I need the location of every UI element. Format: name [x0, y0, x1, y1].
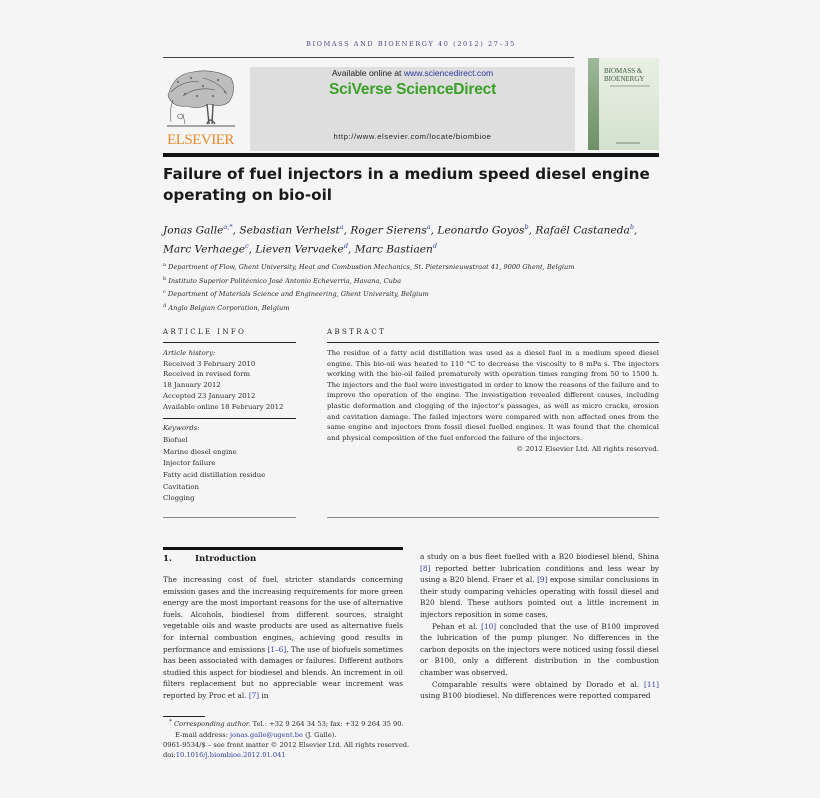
affiliation-text: Anglo Belgian Corporation, Belgium — [168, 304, 290, 313]
body-text-span: using B100 biodiesel. No differences were reported compared — [420, 691, 651, 701]
keywords — [163, 423, 296, 505]
affiliation-text: Instituto Superior Politécnico José Antonio Echeverria, Havana, Cuba — [168, 276, 402, 285]
abstract-bottom-rule — [327, 517, 659, 518]
affiliation — [163, 301, 663, 315]
email-note — [163, 730, 463, 740]
body-text-span: in — [259, 690, 269, 700]
body-paragraph — [420, 621, 659, 679]
affiliation-text: Department of Materials Science and Engineering, Ghent University, Belgium — [167, 290, 429, 299]
keyword: Fatty acid distillation residue — [163, 471, 266, 480]
author[interactable]: Jonas Galle — [163, 224, 224, 237]
author-affil-marker[interactable]: a — [426, 223, 431, 231]
keyword: Biofuel — [163, 435, 188, 444]
body-paragraph — [420, 679, 659, 702]
citation-link[interactable]: [9] — [537, 575, 548, 585]
affiliation-key: c — [163, 289, 166, 296]
author[interactable]: Roger Sierens — [350, 224, 427, 237]
running-head: BIOMASS AND BIOENERGY 40 (2012) 27–35 — [306, 40, 516, 48]
journal-cover[interactable] — [588, 58, 659, 150]
author-affil-marker[interactable]: d — [343, 242, 348, 251]
introduction-left-column — [163, 547, 403, 702]
affiliation-key: d — [163, 303, 167, 310]
footnote-marker: * — [169, 719, 172, 725]
history-item: Available online 18 February 2012 — [163, 402, 284, 411]
keyword: Marine diesel engine — [163, 447, 237, 456]
author-affil-marker[interactable]: a,* — [223, 223, 233, 231]
article-info — [163, 328, 296, 505]
body-text-span: expose similar conclusions in their study comparing vehicles operating with fossil diesel and B20 blend. These authors pointed out a little increment in injectors reposition in some cases. — [420, 575, 659, 619]
author[interactable]: Rafaël Castaneda — [535, 224, 630, 237]
abstract-rule — [327, 342, 659, 343]
sciverse-sciencedirect-logo[interactable]: SciVerse ScienceDirect — [328, 81, 497, 98]
article-info-bottom-rule — [163, 517, 296, 518]
header-rule — [163, 57, 574, 58]
affiliations — [163, 260, 663, 315]
article-info-rule — [163, 342, 296, 343]
author[interactable]: Marc Verhaege — [163, 243, 245, 256]
keyword: Injector failure — [163, 459, 216, 468]
keyword: Cavitation — [163, 482, 199, 491]
affiliation — [163, 274, 663, 288]
author[interactable]: Sebastian Verhelst — [239, 224, 340, 237]
email-suffix: (J. Galle). — [303, 730, 337, 739]
abstract — [327, 328, 659, 455]
cover-title-line1: BIOMASS & — [604, 67, 643, 75]
body-paragraph — [420, 551, 659, 621]
keywords-rule — [163, 418, 296, 419]
author[interactable]: Marc Bastiaen — [354, 243, 433, 256]
author[interactable]: Leonardo Goyos — [437, 224, 525, 237]
introduction-rule — [163, 547, 403, 550]
sciencedirect-banner — [250, 67, 575, 151]
cover-footer — [616, 142, 640, 144]
article-title: Failure of fuel injectors in a medium speed diesel engine operating on bio-oil — [163, 165, 650, 204]
author-affil-marker[interactable]: b — [524, 223, 529, 231]
available-online-label: Available online at — [331, 68, 404, 78]
doi-link[interactable]: 10.1016/j.biombioe.2012.01.041 — [175, 751, 286, 760]
cover-title-line2: BIOENERGY — [604, 75, 645, 83]
corresponding-author-note — [163, 717, 463, 730]
citation-link[interactable]: [11] — [644, 679, 659, 689]
doi-line — [163, 750, 463, 760]
article-history — [163, 348, 296, 412]
cover-strip — [588, 58, 599, 150]
body-text-span: Comparable results were obtained by Dorado et al. — [432, 679, 645, 689]
abstract-copyright: © 2012 Elsevier Ltd. All rights reserved. — [516, 445, 659, 454]
affiliation-key: a — [163, 262, 166, 268]
introduction-heading — [163, 554, 403, 564]
section-number: 1. — [163, 554, 172, 564]
history-item: 18 January 2012 — [163, 381, 221, 390]
author-list: Jonas Galle$^{a,*}$, Sebastian Verhelst$^a$, Roger Sierens$^a$, Leonardo Goyos$^b$, Rafaël Castaneda$^b$, Marc Verhaege$^c$, Lieven Vervaeke$^d$, Marc Bastiaen$^d$ — [163, 223, 638, 256]
elsevier-wordmark: ELSEVIER — [167, 132, 234, 148]
body-text-span: The increasing cost of fuel, stricter standards concerning emission gases and the increasing requirements for more green energy are the most important reasons for the use of alternative fuels. Alcohols, biodiesel from different sources, straight vegetable oils and waste products are used as alternative fuels for internal combustion engines, achieving good results in performance and emissions — [163, 575, 403, 654]
footnotes — [163, 717, 463, 761]
sciencedirect-link[interactable]: www.sciencedirect.com — [403, 68, 494, 78]
doi-label: doi: — [163, 751, 176, 760]
author-affil-marker[interactable]: a — [339, 223, 344, 231]
citation-link[interactable]: [10] — [481, 621, 497, 631]
journal-url[interactable]: http://www.elsevier.com/locate/biombioe — [333, 132, 492, 141]
history-item: Received 3 February 2010 — [163, 359, 256, 368]
keywords-header: Keywords: — [163, 424, 200, 433]
author-affil-marker[interactable]: b — [629, 223, 634, 231]
affiliation — [163, 287, 663, 301]
email-link[interactable]: jonas.galle@ugent.be — [229, 730, 303, 739]
issn-line: 0961-9534/$ – see front matter © 2012 Elsevier Ltd. All rights reserved. — [163, 741, 410, 750]
author-affil-marker[interactable]: c — [245, 242, 249, 251]
abstract-text: The residue of a fatty acid distillation was used as a diesel fuel in a medium speed diesel engine. This bio-oil was heated to 110 °C to decrease the viscosity to 8 mPa s. The injectors working with the bio-oil failed prematurely with operation times ranging from 50 to 1500 h. The injectors and the fuel were investigated in order to know the reasons of the failure and to improve the operation of the engine. The investigation revealed different causes, including plastic deformation and clogging of the injector's passages, as well as micro cracks, erosion and cavitation damage. The failed injectors were compared with non affected ones from the same engine and injectors from fossil diesel fuelled engines. It was found that the chemical and physical composition of the fuel enforced the failure of the injectors. — [327, 349, 659, 442]
affiliation — [163, 260, 663, 274]
cover-title — [604, 67, 644, 83]
author[interactable]: Lieven Vervaeke — [255, 243, 344, 256]
introduction-right-column — [420, 551, 659, 702]
keyword: Clogging — [163, 494, 195, 503]
affiliation-text: Department of Flow, Ghent University, Heat and Combustion Mechanics, St. Pietersnieuwstraat 41, 9000 Ghent, Belgium — [168, 263, 575, 272]
body-text-span: a study on a bus fleet fuelled with a B20 biodiesel blend, Shina — [420, 552, 659, 561]
email-label: E-mail address: — [175, 730, 230, 739]
header-thick-rule — [163, 153, 659, 157]
affiliation-key: b — [163, 275, 167, 282]
article-history-header: Article history: — [163, 349, 216, 357]
contact-details: Tel.: +32 9 264 34 53; fax: +32 9 264 35 90. — [250, 720, 404, 729]
section-title: Introduction — [195, 554, 257, 564]
history-item: Received in revised form — [163, 370, 251, 379]
article-info-label: ARTICLE INFO — [163, 328, 247, 336]
history-item: Accepted 23 January 2012 — [163, 391, 256, 400]
author-affil-marker[interactable]: d — [432, 242, 438, 251]
body-paragraph — [163, 574, 403, 702]
elsevier-logo[interactable] — [163, 66, 238, 149]
body-text-span: reported better lubrication conditions and less wear by using a B20 blend. Fraer et al. — [420, 563, 659, 585]
cover-subtitle — [610, 85, 650, 87]
body-text-span: Pehan et al. — [432, 621, 482, 631]
abstract-label: ABSTRACT — [327, 328, 387, 336]
citation-link[interactable]: [1–6] — [267, 644, 287, 654]
elsevier-tree-icon — [163, 66, 238, 130]
corresponding-author-label: Corresponding author. — [173, 720, 251, 729]
available-online-line — [250, 68, 575, 78]
citation-link[interactable]: [7] — [248, 690, 260, 700]
body-text-span: . The use of biofuels sometimes has been associated with damages or failures. Different authors studied this aspect for biodiesel and blends. An increment in oil filters replacement but no appreciable wear increment was reported by Proc et al. — [163, 644, 403, 700]
body-text-span: concluded that the use of B100 improved the lubrication of the pump plunger. No differences in the carbon deposits on the injectors were noticed using fossil diesel or B100, only a different distribution in the combustion chamber was observed. — [420, 621, 659, 677]
citation-link[interactable]: [8] — [420, 563, 431, 573]
